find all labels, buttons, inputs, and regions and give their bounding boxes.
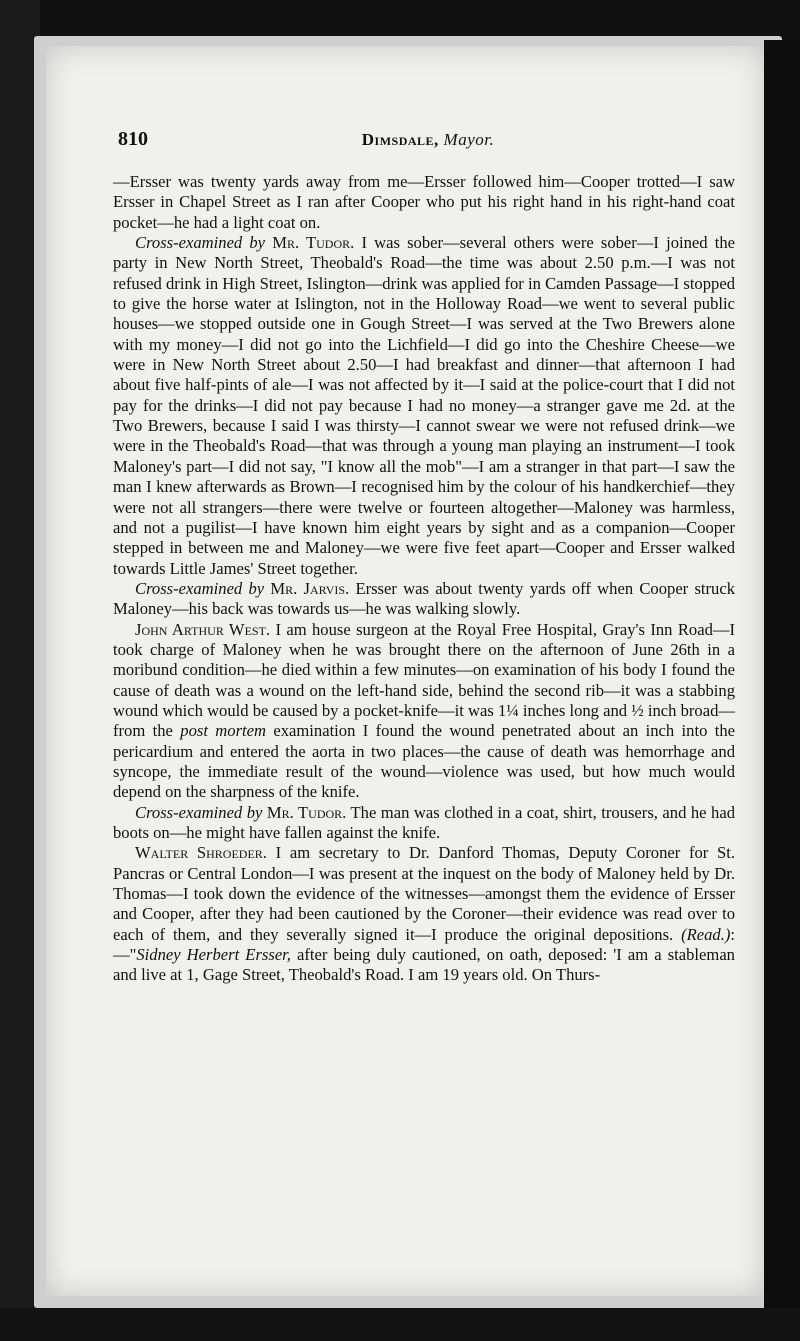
read-marker: (Read.) [681,924,731,944]
scan-border-bottom [0,1308,800,1341]
paragraph [113,620,735,803]
paragraph-text: Ersser was about twenty yards off when Cooper struck Maloney—his back was towards us—he was walking slowly. [113,578,735,619]
examination-label: Cross-examined by [135,802,263,822]
paragraph [113,803,735,844]
paragraph-text: I was sober—several others were sober—I joined the party in New North Street, Theobald's Road—the time was about 2.50 p.m.—I was not refused drink in High Street, Islington—drink was applied for in Camden Passage—I stopped to give the horse water at Islington, not in the Holloway Road—we went to several public houses—we stopped outside one in Gough Street—I was served at the Two Brewers alone with my money—I did not go into the Lichfield—I did go into the Cheshire Cheese—we were in New North Street about 2.50—I had breakfast and dinner—that afternoon I had about five half-pints of ale—I was not affected by it—I said at the police-court that I did not pay for the drinks—I did not pay because I had no money—a stranger gave me 2d. at the Two Brewers, because I said I was thirsty—I cannot swear we were not refused drink—we were in the Theobald's Road—that was through a young man playing an instrument—I took Maloney's part—I did not say, "I know all the mob"—I am a stranger in that part—I saw the man I knew afterwards as Brown—I recognised him by the colour of his handkerchief—they were not all strangers—there were twelve or fourteen altogether—Maloney was harmless, and not a pugilist—I have known him eight years by sight and as a companion—Cooper stepped in between me and Maloney—we were five feet apart—Cooper and Ersser walked towards Little James' Street together. [113,233,735,578]
paragraph [113,579,735,620]
paragraph-text: :—" [113,924,735,965]
examination-label: Cross-examined by [135,578,265,598]
witness-name: Walter Shroeder. [135,843,267,863]
page-number: 810 [118,128,148,150]
paragraph [113,172,735,233]
paragraph-text: after being duly cautioned, on oath, deposed: 'I am a stableman and live at 1, Gage Street, Theobald's Road. I am 19 years old. On Thurs- [113,945,735,985]
running-head-name: Dimsdale, [361,130,439,149]
paragraph [113,233,735,579]
running-head [118,130,738,150]
scan-border-right [764,40,800,1310]
paragraph-text: —Ersser was twenty yards away from me—Ersser followed him—Cooper trotted—I saw Ersser in Chapel Street as I ran after Cooper who put his right hand in his right-hand coat pocket—he had a light coat on. [113,172,735,232]
paragraph-text: I am secretary to Dr. Danford Thomas, Deputy Coroner for St. Pancras or Central London—I was present at the inquest on the body of Maloney held by Dr. Thomas—I took down the evidence of the witnesses—amongst them the evidence of Ersser and Cooper, after they had been cautioned by the Coroner—their evidence was read over to each of them, and they severally signed it—I produce the original depositions. [113,843,735,944]
speaker-name: Mr. Tudor. [272,233,355,253]
speaker-name: Mr. Tudor. [266,802,347,822]
paragraph [113,843,735,985]
body-text [113,172,735,986]
italic-term: post mortem [180,721,266,741]
speaker-name: Mr. Jarvis. [270,578,350,598]
italic-name: Sidney Herbert Ersser, [136,945,291,965]
paragraph-text: examination I found the wound penetrated about an inch into the pericardium and entered the aorta in two places—the cause of death was hemorrhage and syncope, the immediate result of the wound—violence was used, but how much would depend on the sharpness of the knife. [113,721,735,802]
witness-name: John Arthur West. [135,619,271,639]
paragraph-text: I am house surgeon at the Royal Free Hospital, Gray's Inn Road—I took charge of Maloney when he was brought there on the afternoon of June 26th in a moribund condition—he died within a few minutes—on examination of his body I found the cause of death was a wound on the left-hand side, behind the second rib—it was a stabbing wound which would be caused by a pocket-knife—it was 1¼ inches long and ½ inch broad—from the [113,619,735,741]
examination-label: Cross-examined by [135,233,266,253]
running-head-title: Mayor. [443,130,495,149]
paragraph-text: The man was clothed in a coat, shirt, trousers, and he had boots on—he might have fallen against the knife. [113,802,736,842]
page-header [118,128,738,154]
